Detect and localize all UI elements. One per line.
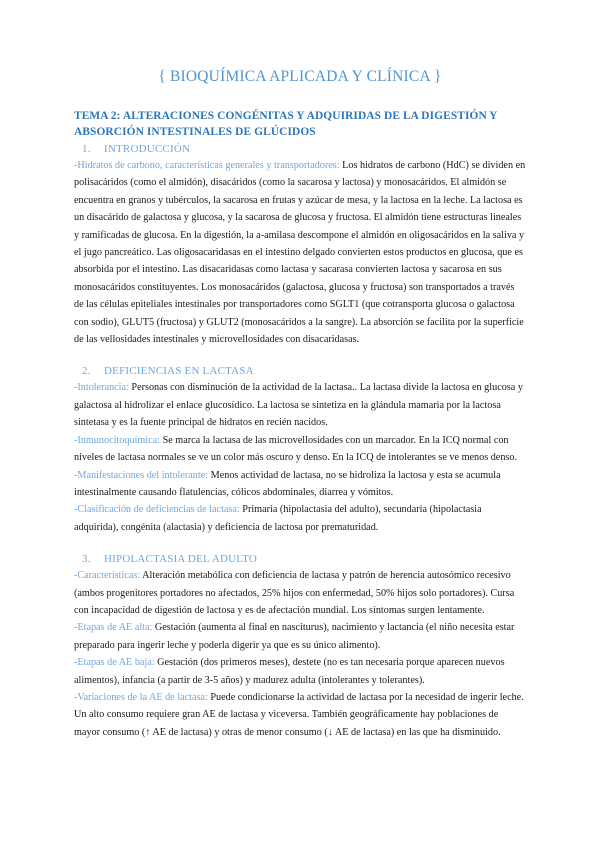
paragraph	[74, 501, 526, 536]
section-heading-hipolactasia-adulto	[74, 552, 526, 567]
paragraph	[74, 689, 526, 741]
topic-heading: TEMA 2: ALTERACIONES CONGÉNITAS Y ADQUIRIDAS DE LA DIGESTIÓN Y ABSORCIÓN INTESTINALES DE GLÚCIDOS	[74, 110, 498, 138]
paragraph	[74, 379, 526, 431]
paragraph-label: -Hidratos de carbono, características generales y transportadores:	[74, 160, 340, 171]
paragraph-text: Se marca la lactasa de las microvellosidades con un marcador. En la ICQ normal con niveles de lactasa normales se ve un color más oscuro y denso. En la ICQ de intolerantes se ve menos denso.	[74, 434, 518, 464]
paragraph-text: Alteración metabólica con deficiencia de lactasa y patrón de herencia autosómico recesivo (ambos progenitores portadores no afectados, 25% hijos con enfermedad, 50% hijos solo portadores). Cursa con incapacidad de digestión de lactosa y es de afectación mundial. Los síntomas surgen lentamente.	[74, 570, 515, 616]
paragraph-label: -Características:	[74, 570, 141, 582]
paragraph-text: Gestación (dos primeros meses), destete (no es tan necesaria porque aparecen nuevos alimentos), infancia (a partir de 3-5 años) y madurez adulta (intolerantes y tolerantes).	[74, 657, 505, 686]
section-number: 3.	[82, 553, 91, 566]
paragraph-label: -Variaciones de la AE de lactasa:	[74, 691, 208, 703]
section-title: DEFICIENCIAS EN LACTASA	[104, 365, 254, 378]
paragraph-label: -Etapas de AE alta:	[74, 622, 153, 634]
paragraph	[74, 567, 526, 619]
document-title: { BIOQUÍMICA APLICADA Y CLÍNICA }	[158, 68, 442, 85]
section-heading-introduccion	[74, 142, 526, 157]
section-title: INTRODUCCIÓN	[104, 143, 191, 155]
section-number: 2.	[82, 365, 91, 378]
paragraph-label: -Inmunocitoquímica:	[74, 434, 161, 446]
section-title: HIPOLACTASIA DEL ADULTO	[104, 553, 258, 566]
paragraph	[74, 619, 526, 654]
paragraph-text: Personas con disminución de la actividad de la lactasa.. La lactasa divide la lactosa en glucosa y galactosa al hidrolizar el enlace glucosídico. La lactosa se sintetiza en la glándula mamaria por la lactosa sintetasa y es la fuente principal de hidratos en recién nacidos.	[74, 382, 523, 429]
paragraph	[74, 654, 526, 689]
section-number: 1.	[82, 143, 91, 155]
paragraph-label: -Clasificación de deficiencias de lactasa:	[74, 504, 240, 516]
paragraph-text: Gestación (aumenta al final en nasciturus), nacimiento y lactancia (el niño necesita estar preparado para ingerir leche y poderla digerir ya que es su único alimento).	[74, 622, 515, 651]
paragraph	[74, 467, 526, 502]
paragraph-text: Menos actividad de lactasa, no se hidroliza la lactosa y esta se acumula intestinalmente causando flatulencias, cólicos abdominales, diarrea y vómitos.	[74, 469, 501, 498]
paragraph-text: Puede condicionarse la actividad de lactasa por la necesidad de ingerir leche. Un alto consumo requiere gran AE de lactasa y viceversa. También geográficamente hay poblaciones de mayor consumo (↑ AE de lactasa) y otras de menor consumo (↓ AE de lactasa) en las que ha disminuido.	[74, 691, 524, 738]
paragraph	[74, 432, 526, 467]
paragraph-label: -Etapas de AE baja:	[74, 657, 155, 669]
paragraph-text: Los hidratos de carbono (HdC) se dividen en polisacáridos (como el almidón), disacáridos (como la sacarosa y lactosa) y monosacáridos. El almidón se encuentra en granos y tubérculos, la sacarosa en frutas y azúcar de mesa, y la lactosa en la leche. La lactosa es un disacárido de galactosa y glucosa, y la sacarosa de glucosa y fructosa. El almidón tiene estructuras lineales y ramificadas de glucosa. En la digestión, la a-amilasa descompone el almidón en oligosacáridos en la saliva y el jugo pancreático. Las oligosacaridasas en el intestino delgado convierten estos productos en glucosa, que es absorbida por el intestino. Las disacaridasas como lactasa y sacarasa convierten lactosa y sacarosa en sus monosacáridos constituyentes. Los monosacáridos (galactosa, glucosa y fructosa) son transportados a través de las células epiteliales intestinales por transportadores como SGLT1 (que cotransporta glucosa o galactosa con sodio), GLUT5 (fructosa) y GLUT2 (monosacáridos a la sangre). La absorción se facilita por la superficie de las vellosidades intestinales y microvellosidades con disacaridasas.	[74, 160, 526, 346]
document-page	[74, 68, 526, 741]
section-heading-deficiencias-lactasa	[74, 364, 526, 379]
paragraph-text: Primaria (hipolactasia del adulto), secundaria (hipolactasia adquirida), congénita (alactasia) y deficiencia de lactosa por prematuridad.	[74, 504, 482, 533]
paragraph-label: -Intolerancia:	[74, 382, 129, 394]
paragraph-label: -Manifestaciones del intolerante:	[74, 469, 209, 481]
paragraph	[74, 157, 526, 348]
